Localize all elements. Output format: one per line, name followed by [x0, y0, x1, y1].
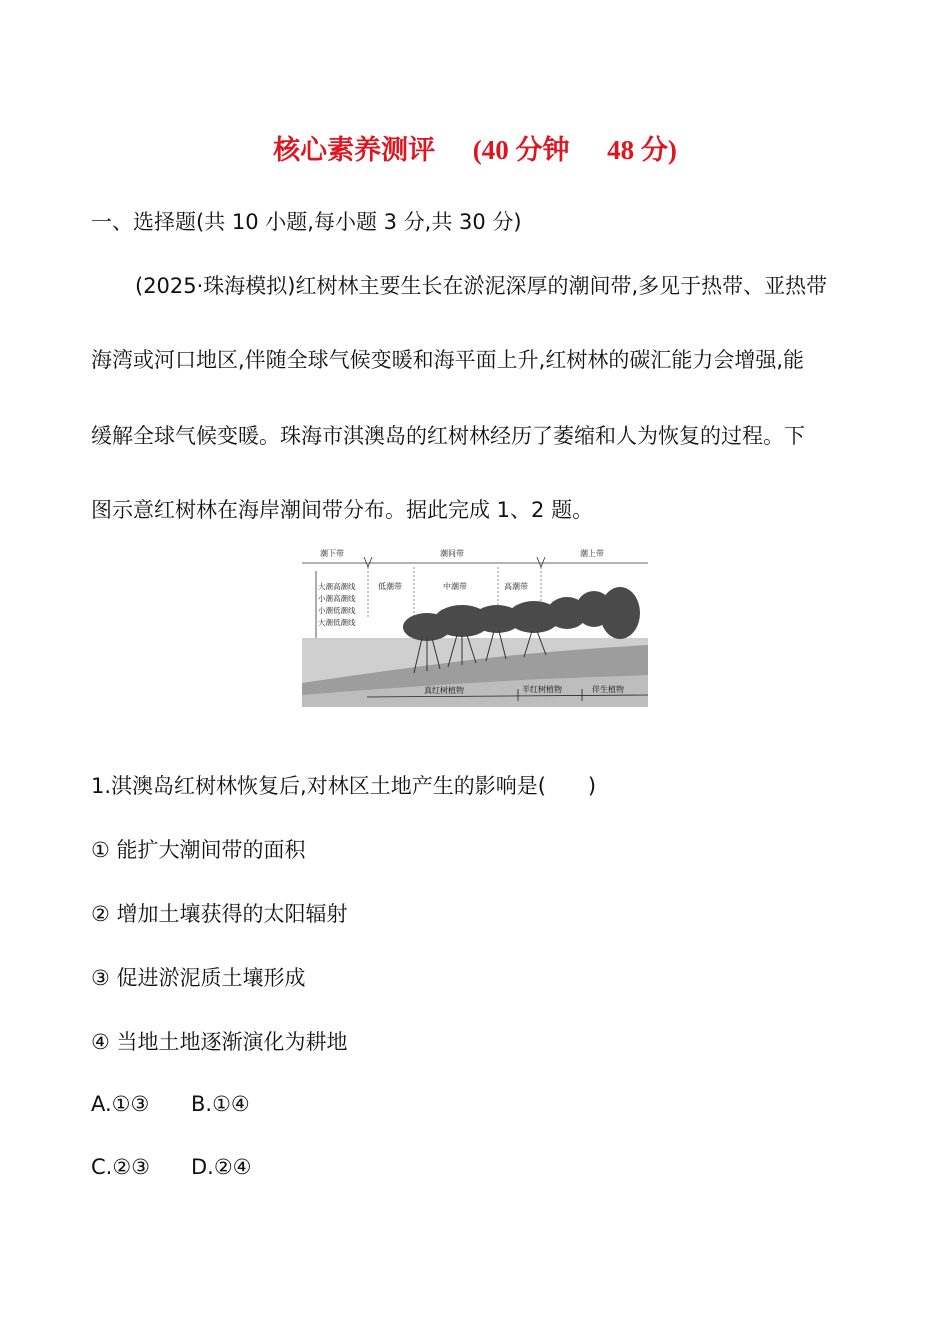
option-a[interactable]: A.①③ — [91, 1092, 150, 1116]
statement-1: ① 能扩大潮间带的面积 — [91, 838, 306, 862]
option-c[interactable]: C.②③ — [91, 1155, 150, 1179]
title-time: (40 分钟 — [472, 135, 570, 165]
page-title — [0, 128, 950, 167]
plant-semi-mangrove: 半红树植物 — [522, 685, 562, 694]
options-row-1 — [91, 1092, 250, 1116]
title-main: 核心素养测评 — [273, 135, 436, 166]
passage-line-3: 缓解全球气候变暖。珠海市淇澳岛的红树林经历了萎缩和人为恢复的过程。下 — [91, 424, 805, 448]
subzone-high: 高潮带 — [504, 582, 528, 591]
zone-label-intertidal: 潮间带 — [440, 549, 464, 558]
section-heading: 一、选择题(共 10 小题,每小题 3 分,共 30 分) — [91, 210, 522, 234]
zone-label-supratidal: 潮上带 — [580, 549, 604, 558]
tide-line-2: 小潮高潮线 — [318, 594, 356, 603]
passage-line-4: 图示意红树林在海岸潮间带分布。据此完成 1、2 题。 — [91, 498, 594, 522]
plant-associated: 伴生植物 — [592, 685, 624, 694]
title-score: 48 分) — [607, 135, 677, 165]
option-d[interactable]: D.②④ — [191, 1155, 252, 1179]
option-b[interactable]: B.①④ — [191, 1092, 250, 1116]
passage-line-1: (2025·珠海模拟)红树林主要生长在淤泥深厚的潮间带,多见于热带、亚热带 — [135, 274, 828, 298]
subzone-low: 低潮带 — [378, 582, 402, 591]
zone-label-subtidal: 潮下带 — [320, 549, 344, 558]
subzone-middle: 中潮带 — [443, 582, 467, 591]
statement-4: ④ 当地土地逐渐演化为耕地 — [91, 1030, 348, 1054]
tide-line-4: 大潮低潮线 — [318, 618, 356, 627]
mangrove-zone-figure — [302, 543, 648, 707]
tide-line-3: 小潮低潮线 — [318, 606, 356, 615]
options-row-2 — [91, 1155, 252, 1179]
tide-line-1: 大潮高潮线 — [318, 582, 356, 591]
statement-3: ③ 促进淤泥质土壤形成 — [91, 966, 306, 990]
statement-2: ② 增加土壤获得的太阳辐射 — [91, 902, 348, 926]
passage-line-2: 海湾或河口地区,伴随全球气候变暖和海平面上升,红树林的碳汇能力会增强,能 — [91, 348, 805, 372]
question-stem: 1.淇澳岛红树林恢复后,对林区土地产生的影响是( ) — [91, 774, 597, 798]
plant-true-mangrove: 真红树植物 — [424, 686, 464, 695]
